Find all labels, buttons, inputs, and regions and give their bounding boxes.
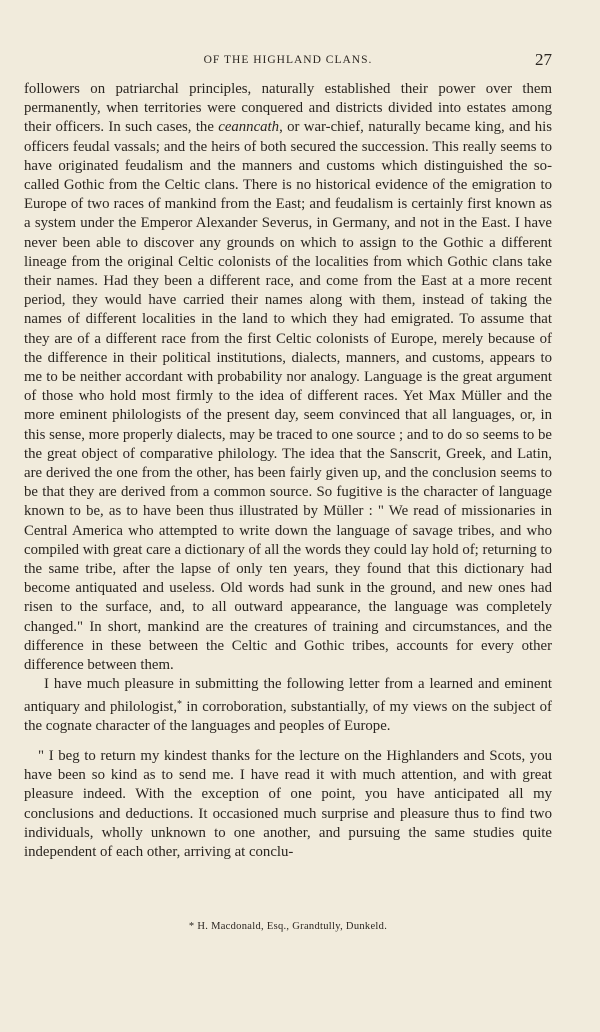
body-text [24,80,552,862]
paragraph-2 [24,675,552,736]
paragraph-2-text-a: I have much pleasure in submitting the following letter from a learned and eminent antiquary and philologist, [24,676,552,715]
paragraph-1-text-a: followers on patriarchal principles, naturally established their power over them permanently, when territories were conquered and districts divided into estates among their officers. In such cases, the [24,81,552,136]
running-title: OF THE HIGHLAND CLANS. [203,54,373,66]
footnote: * H. Macdonald, Esq., Grandtully, Dunkeld. [188,921,388,932]
page-header [24,50,552,72]
footnote-mark: * [177,698,183,710]
page-number: 27 [535,50,552,69]
italic-term: ceanncath [218,119,280,136]
paragraph-1 [24,80,552,675]
paragraph-2-text-b: in corroboration, substantially, of my views on the subject of the cognate character of the languages and peoples of Europe. [24,698,552,734]
paragraph-1-text-b: , or war-chief, naturally became king, and his officers feudal vassals; and the heirs of both secured the succession. This really seems to have originated feudalism and the manners and customs which distinguished the so-called Gothic from the Celtic clans. There is no historical evidence of the emigration to Europe of two races of mankind from the East; and feudalism is certainly first known as a system under the Emperor Alexander Severus, in Germany, and not in the East. I have never been able to discover any grounds on which to assign to the Gothic a different lineage from the original Celtic colonists of the localities from which Gothic clans take their names. Had they been a different race, and come from the East at a more recent period, they would have carried their names along with them, instead of taking the names of different localities in the land to which they had emigrated. To assume that they are of a different race from the first Celtic colonists of Europe, merely because of the difference in their political institutions, dialects, manners, and customs, appears to me to be neither accordant with probability nor analogy. Language is the great argument of those who hold most firmly to the idea of different races. Yet Max Müller and the more eminent philologists of the present day, seem convinced that all languages, or, in this sense, more properly dialects, may be traced to one source ; and to do so seems to be the great object of comparative philology. The idea that the Sanscrit, Greek, and Latin, are derived the one from the other, has been fairly given up, and the conclusion seems to be that they are derived from a common source. So fugitive is the character of language known to be, as to have been thus illustrated by Müller : " We read of missionaries in Central America who attempted to write down the language of savage tribes, and who compiled with great care a dictionary of all the words they could lay hold of; returning to the same tribe, after the lapse of only ten years, they found that this dictionary had become antiquated and useless. Old words had sunk in the ground, and new ones had risen to the surface, and, to all outward appearance, the language was completely changed." In short, mankind are the creatures of training and circumstances, and the difference in these between the Celtic and Gothic tribes, accounts for every other difference between them. [24,119,552,674]
letter-quote: " I beg to return my kindest thanks for the lecture on the Highlanders and Scots, you have been so kind as to send me. I have read it with much attention, and with great pleasure indeed. With the exception of one point, you have anticipated all my conclusions and deductions. It occasioned much surprise and pleasure thus to find two individuals, wholly unknown to one another, and pursuing the same studies quite independent of each other, arriving at conclu- [24,747,552,860]
